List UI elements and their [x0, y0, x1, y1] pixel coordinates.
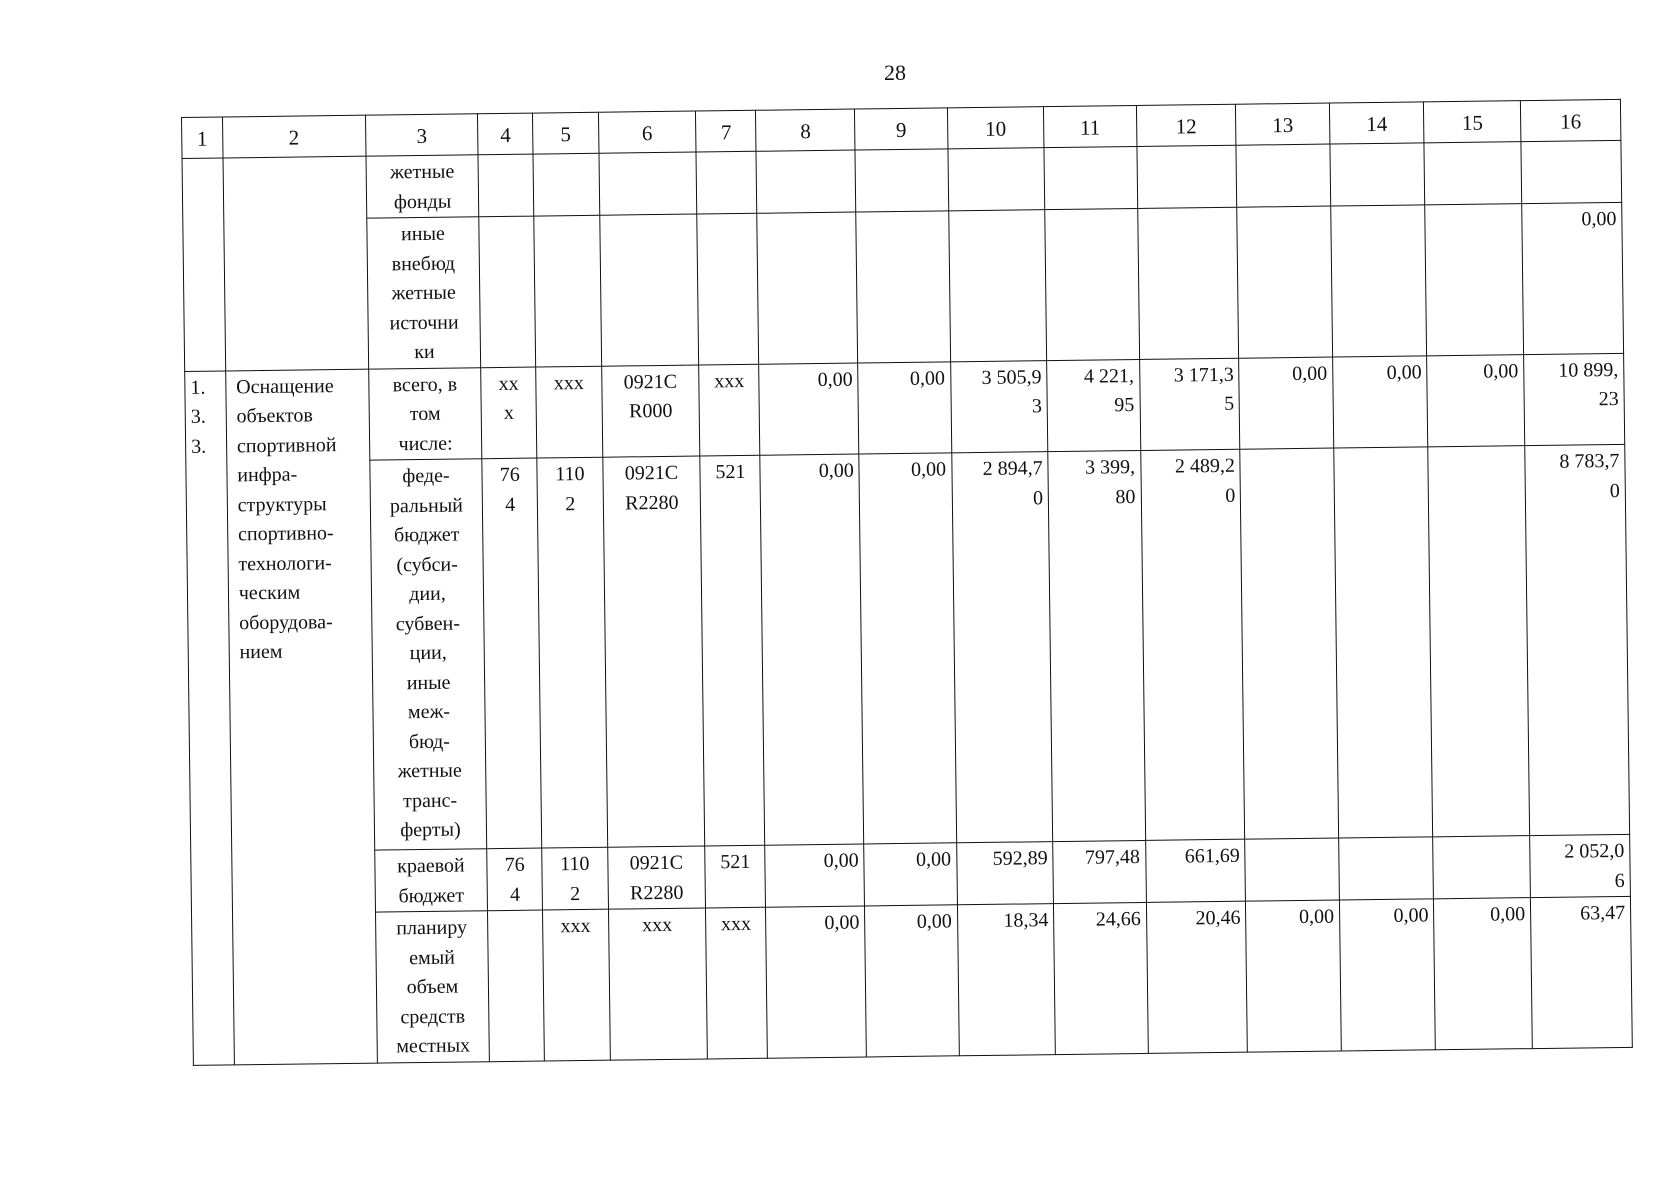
header-cell: 14 [1329, 102, 1424, 144]
table-row [186, 444, 1630, 852]
header-cell: 8 [756, 109, 855, 151]
header-cell: 7 [696, 110, 757, 152]
header-cell: 4 [478, 113, 533, 155]
table-cell: 110 2 [542, 847, 608, 910]
table-row [183, 202, 1624, 371]
table-cell: 0,00 [766, 906, 867, 1058]
table-cell: 0,00 [759, 363, 859, 456]
row-number-cell [182, 158, 225, 371]
table-cell: ххх [543, 909, 610, 1060]
table-cell: 0,00 [1434, 898, 1533, 1050]
total-cell: 0,00 [1522, 202, 1624, 354]
table-cell [1240, 448, 1338, 839]
funding-source-cell: феде- ральный бюджет (субси- дии, субвен- ции, иные меж- бюд- жетные транс- ферты) [369, 459, 487, 850]
header-cell: 12 [1136, 104, 1236, 146]
funding-source-cell: планиру емый объем средств местных [375, 911, 490, 1063]
table-cell: 0921С R000 [601, 365, 700, 458]
budget-table [181, 99, 1633, 1066]
table-cell: 0,00 [1239, 357, 1334, 450]
table-cell: ххх [536, 366, 603, 458]
table-cell: 592,89 [956, 842, 1053, 905]
row-number-cell: 1. 3. 3. [185, 370, 235, 1064]
table-cell: 76 4 [487, 848, 543, 911]
total-cell: 2 052,0 6 [1530, 834, 1631, 897]
table-cell: 0,00 [865, 905, 959, 1057]
table-cell [1334, 447, 1433, 838]
item-name-cell: Оснащение объектов спортивной инфра- структуры спортивно- технологи- ческим оборудова- нием [225, 369, 377, 1065]
table-cell: 76 4 [482, 458, 542, 849]
table-cell: 0,00 [765, 844, 865, 907]
table-cell [1339, 837, 1434, 900]
header-cell: 15 [1424, 101, 1521, 143]
table-row [192, 896, 1633, 1065]
header-cell: 3 [365, 114, 478, 156]
table-cell: 797,48 [1053, 840, 1146, 903]
table-cell [1428, 446, 1530, 837]
table-cell [1245, 838, 1339, 901]
table-cell [1433, 836, 1530, 899]
table-cell: 0,00 [1246, 900, 1341, 1052]
table-cell: 24,66 [1054, 902, 1148, 1054]
table-cell: 0,00 [858, 361, 951, 454]
table-cell: 0,00 [1332, 355, 1428, 448]
table-cell: 2 894,7 0 [951, 452, 1053, 843]
table-cell: 0,00 [859, 453, 956, 844]
table-cell: 110 2 [537, 457, 607, 848]
header-cell: 11 [1044, 105, 1137, 147]
table-cell: 0921С R2280 [607, 846, 705, 909]
table-cell: ххх [699, 364, 760, 456]
header-cell: 1 [182, 117, 223, 159]
table-cell: ххх [608, 908, 708, 1060]
table-cell: 2 489,2 0 [1140, 449, 1245, 840]
total-cell: 10 899, 23 [1524, 353, 1625, 446]
table-cell: ххх [706, 907, 768, 1058]
table-cell: 0,00 [1339, 899, 1435, 1051]
table-cell: 0,00 [760, 454, 864, 845]
table-cell: 20,46 [1146, 901, 1248, 1053]
table-row [185, 353, 1625, 463]
table-cell: 521 [700, 455, 765, 846]
header-cell: 9 [855, 108, 948, 150]
funding-source-cell: жетные фонды [366, 155, 480, 218]
page-number: 28 [884, 60, 906, 85]
table-cell: 4 221, 95 [1047, 359, 1140, 452]
total-cell: 63,47 [1530, 896, 1632, 1048]
table-cell: 3 399, 80 [1048, 450, 1145, 841]
header-cell: 16 [1520, 99, 1620, 141]
total-cell: 8 783,7 0 [1525, 444, 1630, 835]
table-cell: 3 505,9 3 [950, 360, 1048, 453]
table-cell: 0921С R2280 [602, 456, 705, 847]
name-cell [223, 156, 368, 370]
funding-source-cell: краевой бюджет [374, 849, 488, 912]
table-cell: 18,34 [957, 904, 1056, 1056]
header-cell: 2 [222, 115, 365, 158]
table-cell: хх х [481, 367, 537, 459]
funding-source-cell: всего, в том числе: [368, 367, 482, 460]
table-cell: 661,69 [1145, 839, 1246, 902]
table-cell: 521 [705, 845, 766, 908]
table-cell: 0,00 [864, 843, 957, 906]
table-cell: 0,00 [1427, 354, 1525, 447]
table-cell [488, 910, 545, 1061]
header-cell: 13 [1236, 103, 1330, 145]
header-cell: 6 [598, 111, 696, 153]
funding-source-cell: иные внебюд жетные источни ки [366, 217, 481, 369]
header-cell: 10 [947, 107, 1044, 149]
table-cell: 3 171,3 5 [1139, 358, 1240, 451]
header-cell: 5 [533, 112, 599, 154]
